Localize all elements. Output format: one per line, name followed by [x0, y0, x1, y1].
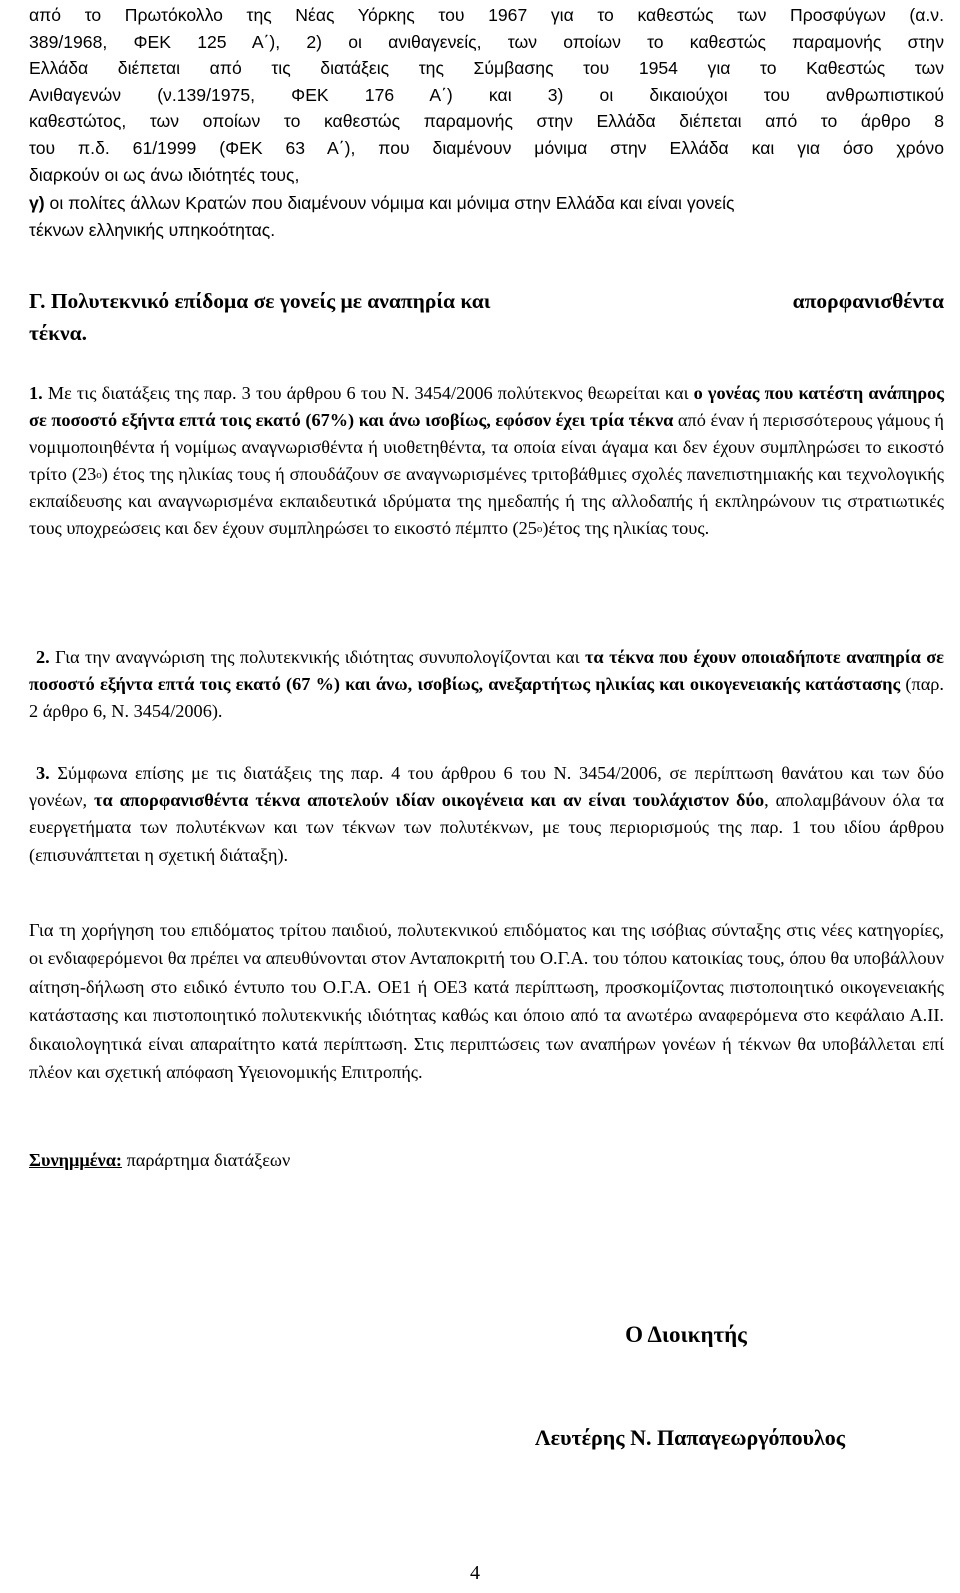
closing-paragraph: Για τη χορήγηση του επιδόματος τρίτου παιδιού, πολυτεκνικού επιδόματος και της ισόβιας σύνταξης στις νέες κατηγορίες, οι ενδιαφερόμενοι θα πρέπει να απευθύνονται στον Ανταποκριτή του Ο.Γ.Α. του τόπου κατοικίας τους, όπου θα υποβάλλουν αίτηση-δήλωση στο ειδικό έντυπο του Ο.Γ.Α. ΟΕ1 ή ΟΕ3 κατά περίπτωση, προσκομίζοντας πιστοποιητικό οικογενειακής κατάστασης και πιστοποιητικό πολυτεκνικής ιδιότητας καθώς και όποιο από τα ανωτέρω αναφερόμενα στο κεφάλαιο Α.ΙΙ. δικαιολογητικά είναι απαραίτητο κατά περίπτωση. Στις περιπτώσεις των αναπήρων γονέων ή τέκνων θα υποβάλλεται επί πλέον και σχετική απόφαση Υγειονομικής Επιτροπής.: [29, 920, 944, 1083]
top-line: Ελλάδα διέπεται από τις διατάξεις της Σύμβασης του 1954 για το Καθεστώς των: [29, 58, 944, 79]
paragraph-number: 3.: [36, 763, 50, 783]
top-line: 389/1968, ΦΕΚ 125 Α΄), 2) οι ανιθαγενείς, των οποίων το καθεστώς παραμονής στην: [29, 31, 944, 52]
paragraph-3: 3. Σύμφωνα επίσης με τις διατάξεις της παρ. 4 του άρθρου 6 του Ν. 3454/2006, σε περίπτωση θανάτου και των δύο γονέων, τα απορφανισθέντα τέκνα αποτελούν ιδίαν οικογένεια και αν είναι τουλάχιστον δύο, απολαμβάνουν όλα τα ευεργετήματα των πολυτέκνων και των τέκνων των πολυτέκνων, με τους περιορισμούς της παρ. 1 του ιδίου άρθρου (επισυνάπτεται η σχετική διάταξη).: [29, 763, 944, 865]
paragraph-number: 2.: [36, 647, 50, 667]
top-line: καθεστώτος, των οποίων το καθεστώς παραμονής στην Ελλάδα διέπεται από το άρθρο 8: [29, 111, 944, 132]
bold-emphasis: τα τέκνα που έχουν οποιαδήποτε αναπηρία σε ποσοστό εξήντα επτά τοις εκατό (67 %) και άνω, ισοβίως, ανεξαρτήτως ηλικίας και οικογενειακής κατάστασης: [29, 647, 944, 695]
item-g-marker: γ): [29, 193, 45, 213]
item-g-line: τέκνων ελληνικής υπηκοότητας.: [29, 219, 276, 240]
top-line: του π.δ. 61/1999 (ΦΕΚ 63 Α΄), που διαμένουν μόνιμα στην Ελλάδα και για όσο χρόνο: [29, 137, 944, 158]
paragraph-2: 2. Για την αναγνώριση της πολυτεκνικής ιδιότητας συνυπολογίζονται και τα τέκνα που έχουν οποιαδήποτε αναπηρία σε ποσοστό εξήντα επτά τοις εκατό (67 %) και άνω, ισοβίως, ανεξαρτήτως ηλικίας και οικογενειακής κατάστασης (παρ. 2 άρθρο 6, Ν. 3454/2006).: [29, 647, 944, 722]
paragraph-number: 1.: [29, 383, 43, 403]
paragraph-1: 1. Με τις διατάξεις της παρ. 3 του άρθρου 6 του Ν. 3454/2006 πολύτεκνος θεωρείται και ο γονέας που κατέστη ανάπηρος σε ποσοστό εξήντα επτά τοις εκατό (67%) και άνω ισοβίως, εφόσον έχει τρία τέκνα από έναν ή περισσότερους γάμους ή νομιμοποιηθέντα ή νομίμως αναγνωρισθέντα ή υιοθετηθέντα, τα οποία είναι άγαμα και δεν έχουν συμπληρώσει το εικοστό τρίτο $(23^o)$ έτος της ηλικίας τους ή σπουδάζουν σε αναγνωρισμένες τριτοβάθμιες σχολές πανεπιστημιακής και τεχνολογικής εκπαίδευσης και αναγνωρισμένα εκπαιδευτικά ιδρύματα της ημεδαπής ή της αλλοδαπής ή εκπληρώνουν τις στρατιωτικές τους υποχρεώσεις και δεν έχουν συμπληρώσει το εικοστό πέμπτο $(25^o)έ\tau o\varsigma$ της ηλικίας τους.: [29, 383, 945, 538]
attachments-line: Συνημμένα: παράρτημα διατάξεων: [29, 1150, 291, 1170]
item-g: [29, 190, 944, 243]
bold-emphasis: τα απορφανισθέντα τέκνα αποτελούν ιδίαν οικογένεια και αν είναι τουλάχιστον δύο: [94, 790, 765, 811]
section-heading: [29, 285, 944, 349]
top-line: Ανιθαγενών (ν.139/1975, ΦΕΚ 176 Α΄) και 3) οι δικαιούχοι του ανθρωπιστικού: [29, 84, 944, 105]
section-heading-line2: τέκνα.: [29, 321, 88, 345]
page-number: 4: [470, 1562, 480, 1584]
item-g-line: γ) οι πολίτες άλλων Κρατών που διαμένουν νόμιμα και μόνιμα στην Ελλάδα και είναι γονείς: [29, 193, 735, 213]
section-heading-line1: Γ. Πολυτεκνικό επίδομα σε γονείς με αναπηρία και: [29, 289, 491, 313]
section-heading-line1-end: απορφανισθέντα: [792, 289, 944, 313]
signature-title: Ο Διοικητής: [625, 1322, 747, 1347]
attachments-label: Συνημμένα:: [29, 1150, 122, 1170]
signature-name: Λευτέρης Ν. Παπαγεωργόπουλος: [534, 1425, 846, 1450]
top-line: διαρκούν οι ως άνω ιδιότητές τους,: [29, 164, 300, 185]
top-line: από το Πρωτόκολλο της Νέας Υόρκης του 1967 για το καθεστώς των Προσφύγων (α.ν.: [29, 5, 944, 25]
bold-emphasis: ο γονέας που κατέστη ανάπηρος σε ποσοστό εξήντα επτά τοις εκατό (67%) και άνω ισοβίως, εφόσον έχει τρία τέκνα: [29, 383, 945, 430]
top-paragraph: [29, 2, 944, 188]
